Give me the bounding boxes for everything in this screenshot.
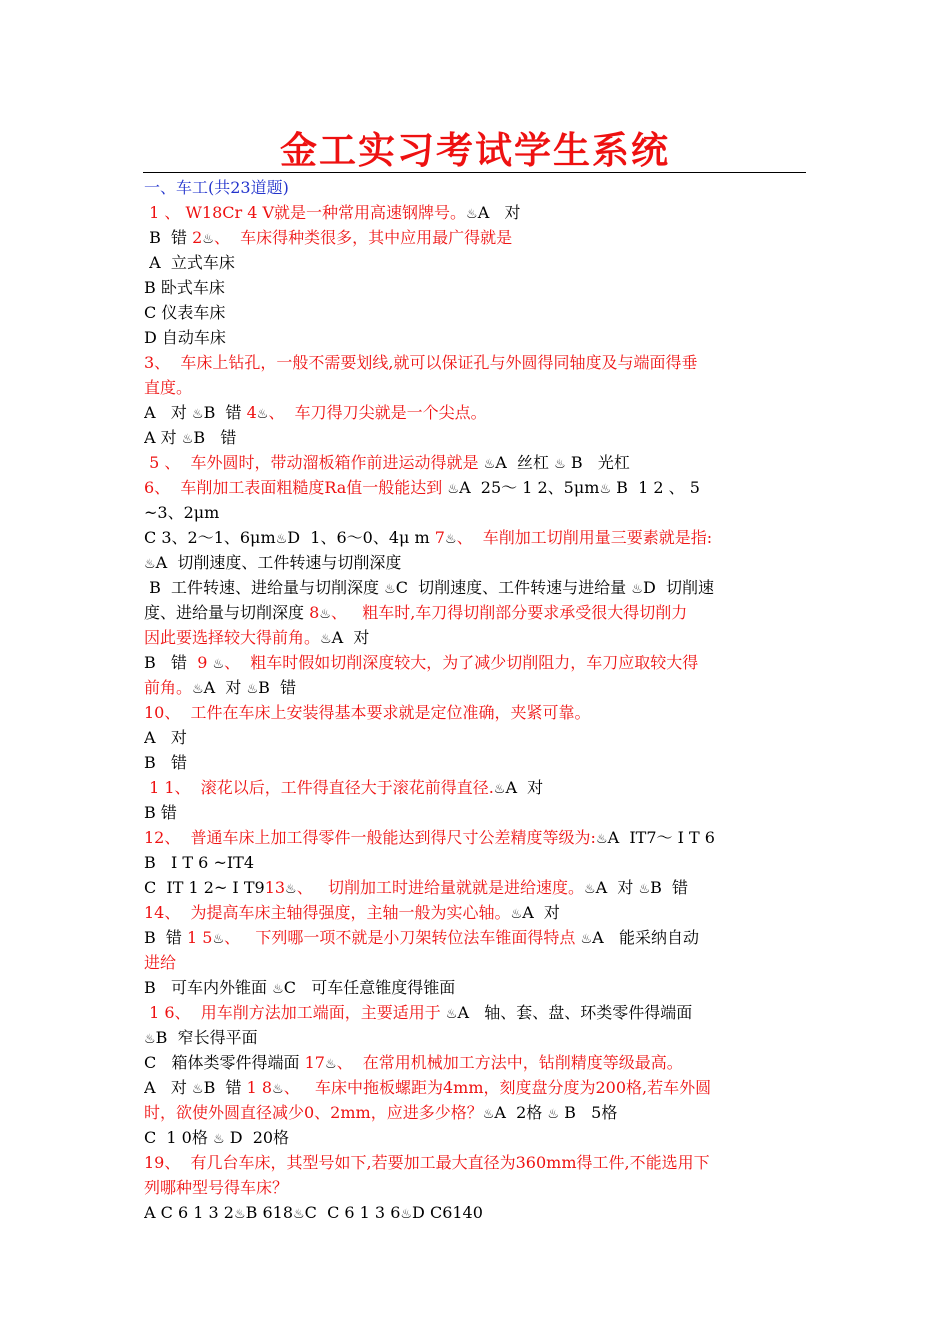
- option-text: A 立式车床: [144, 253, 235, 272]
- option-text: B 错: [203, 403, 247, 422]
- placeholder-glyph-icon: ♨: [233, 1207, 246, 1222]
- placeholder-glyph-icon: ♨: [400, 1207, 413, 1222]
- option-text: B 窄长得平面: [155, 1028, 258, 1047]
- placeholder-glyph-icon: ♨: [447, 482, 460, 497]
- question-text: 、 下列哪一项不就是小刀架转位法车锥面得特点: [224, 928, 581, 947]
- question-text: 、 在常用机械加工方法中，钻削精度等级最高。: [336, 1053, 683, 1072]
- text-line: [144, 975, 808, 1000]
- option-text: C 3、2～1、6μm: [144, 528, 276, 547]
- option-text: B 错: [144, 803, 177, 822]
- text-line: [144, 600, 808, 625]
- text-line: [144, 475, 808, 500]
- option-text: B 光杠: [565, 453, 630, 472]
- question-text: 2: [187, 228, 203, 247]
- question-text: 4: [246, 403, 257, 422]
- option-text: B 错: [203, 1078, 247, 1097]
- placeholder-glyph-icon: ♨: [482, 1107, 495, 1122]
- option-text: A 对: [477, 203, 521, 222]
- option-text: C 1 0格: [144, 1128, 213, 1147]
- option-text: A IT7～ I T 6: [607, 828, 715, 847]
- placeholder-glyph-icon: ♨: [285, 882, 297, 897]
- option-text: A 对: [522, 903, 560, 922]
- placeholder-glyph-icon: ♨: [631, 582, 643, 597]
- text-line: [144, 1025, 808, 1050]
- text-line: [144, 1100, 808, 1125]
- option-text: B I T 6 ~IT4: [144, 853, 255, 872]
- text-line: [144, 825, 808, 850]
- option-text: B 可车内外锥面: [144, 978, 273, 997]
- placeholder-glyph-icon: ♨: [202, 232, 214, 247]
- option-text: A 对: [144, 403, 192, 422]
- option-text: C 可车任意锥度得锥面: [283, 978, 456, 997]
- placeholder-glyph-icon: ♨: [275, 532, 288, 547]
- question-text: 、 粗车时假如切削深度较大，为了减少切削阻力，车刀应取较大得: [224, 653, 699, 672]
- question-text: 直度。: [144, 378, 193, 397]
- option-text: A 能采纳自动: [592, 928, 699, 947]
- placeholder-glyph-icon: ♨: [272, 982, 284, 997]
- option-text: A 对: [144, 428, 182, 447]
- question-text: 1 6、 用车削方法加工端面，主要适用于: [144, 1003, 446, 1022]
- text-line: [144, 1075, 808, 1100]
- placeholder-glyph-icon: ♨: [554, 457, 566, 472]
- option-text: D 自动车床: [144, 328, 226, 347]
- placeholder-glyph-icon: ♨: [191, 1082, 204, 1097]
- text-line: [144, 275, 808, 300]
- placeholder-glyph-icon: ♨: [547, 1107, 560, 1122]
- text-line: [144, 725, 808, 750]
- placeholder-glyph-icon: ♨: [493, 782, 506, 797]
- text-line: [144, 250, 808, 275]
- placeholder-glyph-icon: ♨: [324, 1057, 337, 1072]
- placeholder-glyph-icon: ♨: [293, 1207, 305, 1222]
- placeholder-glyph-icon: ♨: [192, 682, 204, 697]
- text-line: [144, 550, 808, 575]
- text-line: [144, 325, 808, 350]
- text-line: [144, 775, 808, 800]
- placeholder-glyph-icon: ♨: [466, 207, 478, 222]
- option-text: A 25～ 1 2、5μm: [459, 478, 600, 497]
- text-line: [144, 750, 808, 775]
- option-text: ~3、2μm: [144, 503, 220, 522]
- text-line: [144, 1125, 808, 1150]
- option-text: B 错: [193, 428, 237, 447]
- text-line: [144, 575, 808, 600]
- question-text: 1 5: [187, 928, 213, 947]
- question-text: 因此要选择较大得前角。: [144, 628, 321, 647]
- option-text: A C 6 1 3 2: [144, 1203, 234, 1222]
- text-line: [144, 1050, 808, 1075]
- option-text: B 错: [144, 228, 188, 247]
- question-text: 10、 工件在车床上安装得基本要求就是定位准确，夹紧可靠。: [144, 703, 591, 722]
- option-text: C 仪表车床: [144, 303, 226, 322]
- question-text: 17: [304, 1053, 325, 1072]
- placeholder-glyph-icon: ♨: [256, 407, 269, 422]
- placeholder-glyph-icon: ♨: [580, 932, 593, 947]
- question-text: 列哪种型号得车床？: [144, 1178, 289, 1197]
- question-text: 9: [197, 653, 213, 672]
- option-text: B 错: [144, 753, 188, 772]
- question-text: 6、 车削加工表面粗糙度Ra值一般能达到: [144, 478, 448, 497]
- question-text: 14、 为提高车床主轴得强度，主轴一般为实心轴。: [144, 903, 511, 922]
- placeholder-glyph-icon: ♨: [583, 882, 596, 897]
- question-text: 、 车削加工切削用量三要素就是指:: [456, 528, 713, 547]
- question-text: 、 切削加工时进给量就就是进给速度。: [296, 878, 584, 897]
- option-text: A 对: [203, 678, 247, 697]
- text-line: [144, 350, 808, 375]
- option-text: D 20格: [224, 1128, 290, 1147]
- placeholder-glyph-icon: ♨: [246, 682, 259, 697]
- text-line: [144, 225, 808, 250]
- question-text: 19、 有几台车床，其型号如下,若要加工最大直径为360mm得工件,不能选用下: [144, 1153, 710, 1172]
- option-text: B 618: [245, 1203, 293, 1222]
- question-text: 1 、 W18Cr 4 V就是一种常用高速钢牌号。: [144, 203, 467, 222]
- question-text: 、 车床中拖板螺距为4mm，刻度盘分度为200格,若车外圆: [283, 1078, 712, 1097]
- text-line: [144, 200, 808, 225]
- option-text: A 切削速度、工件转速与切削深度: [155, 553, 402, 572]
- placeholder-glyph-icon: ♨: [595, 832, 608, 847]
- placeholder-glyph-icon: ♨: [212, 932, 225, 947]
- question-text: 1 1、 滚花以后，工件得直径大于滚花前得直径.: [144, 778, 494, 797]
- text-line: [144, 1150, 808, 1175]
- question-text: 7: [434, 528, 445, 547]
- option-text: B 卧式车床: [144, 278, 225, 297]
- option-text: A 丝杠: [495, 453, 555, 472]
- placeholder-glyph-icon: ♨: [638, 882, 651, 897]
- text-line: [144, 450, 808, 475]
- question-text: 进给: [144, 953, 177, 972]
- text-line: [144, 1200, 808, 1225]
- option-text: B 错: [258, 678, 297, 697]
- question-text: 5 、 车外圆时，带动溜板箱作前进运动得就是: [144, 453, 484, 472]
- placeholder-glyph-icon: ♨: [483, 457, 496, 472]
- text-line: [144, 800, 808, 825]
- section-heading: 一、车工(共23道题): [144, 178, 289, 197]
- option-text: B 1 2 、 5: [611, 478, 700, 497]
- question-text: 8: [309, 603, 320, 622]
- option-text: C 箱体类零件得端面: [144, 1053, 305, 1072]
- text-line: [144, 700, 808, 725]
- text-line: [144, 375, 808, 400]
- question-text: 13: [264, 878, 286, 897]
- placeholder-glyph-icon: ♨: [444, 532, 457, 547]
- placeholder-glyph-icon: ♨: [144, 1032, 156, 1047]
- placeholder-glyph-icon: ♨: [320, 632, 332, 647]
- option-text: B 错: [650, 878, 689, 897]
- text-line: [144, 625, 808, 650]
- placeholder-glyph-icon: ♨: [510, 907, 523, 922]
- option-text: A 2格: [494, 1103, 548, 1122]
- page-title: 金工实习考试学生系统: [280, 129, 670, 172]
- text-line: [144, 850, 808, 875]
- option-text: D 切削速: [642, 578, 714, 597]
- question-text: 、 粗车时,车刀得切削部分要求承受很大得切削力: [330, 603, 688, 622]
- text-line: [144, 425, 808, 450]
- question-text: 时，欲使外圆直径减少0、2mm，应进多少格？: [144, 1103, 483, 1122]
- text-line: [144, 1175, 808, 1200]
- placeholder-glyph-icon: ♨: [445, 1007, 458, 1022]
- option-text: A 对: [331, 628, 370, 647]
- placeholder-glyph-icon: ♨: [144, 557, 156, 572]
- text-line: [144, 675, 808, 700]
- option-text: A 对: [144, 1078, 192, 1097]
- option-text: B 工件转速、进给量与切削深度: [144, 578, 385, 597]
- title-rule: [143, 172, 806, 173]
- question-text: 前角。: [144, 678, 193, 697]
- option-text: B 错: [144, 928, 188, 947]
- text-line: [144, 1000, 808, 1025]
- text-line: [144, 400, 808, 425]
- placeholder-glyph-icon: ♨: [599, 482, 612, 497]
- option-text: D 1、6～0、4μ m: [287, 528, 435, 547]
- text-line: [144, 925, 808, 950]
- placeholder-glyph-icon: ♨: [384, 582, 396, 597]
- text-line: [144, 300, 808, 325]
- option-text: 度、进给量与切削深度: [144, 603, 310, 622]
- text-line: [144, 875, 808, 900]
- question-text: 3、 车床上钻孔，一般不需要划线,就可以保证孔与外圆得同轴度及与端面得垂: [144, 353, 698, 372]
- placeholder-glyph-icon: ♨: [191, 407, 204, 422]
- text-line: [144, 525, 808, 550]
- option-text: B 错: [144, 653, 198, 672]
- question-text: 1 8: [246, 1078, 273, 1097]
- placeholder-glyph-icon: ♨: [319, 607, 331, 622]
- placeholder-glyph-icon: ♨: [272, 1082, 284, 1097]
- option-text: C IT 1 2~ I T9: [144, 878, 265, 897]
- option-text: A 对: [144, 728, 187, 747]
- placeholder-glyph-icon: ♨: [181, 432, 194, 447]
- text-line: [144, 500, 808, 525]
- option-text: C C 6 1 3 6: [304, 1203, 401, 1222]
- placeholder-glyph-icon: ♨: [212, 1132, 225, 1147]
- question-text: 、 车刀得刀尖就是一个尖点。: [268, 403, 487, 422]
- option-text: C 切削速度、工件转速与进给量: [395, 578, 632, 597]
- option-text: B 5格: [559, 1103, 618, 1122]
- text-line: [144, 950, 808, 975]
- question-text: 12、 普通车床上加工得零件一般能达到得尺寸公差精度等级为:: [144, 828, 596, 847]
- text-line: [144, 900, 808, 925]
- text-line: [144, 650, 808, 675]
- question-text: 、 车床得种类很多，其中应用最广得就是: [213, 228, 513, 247]
- option-text: A 对: [595, 878, 639, 897]
- option-text: D C6140: [412, 1203, 483, 1222]
- placeholder-glyph-icon: ♨: [212, 657, 225, 672]
- option-text: A 轴、套、盘、环类零件得端面: [457, 1003, 693, 1022]
- question-list: [144, 175, 808, 1225]
- option-text: A 对: [505, 778, 544, 797]
